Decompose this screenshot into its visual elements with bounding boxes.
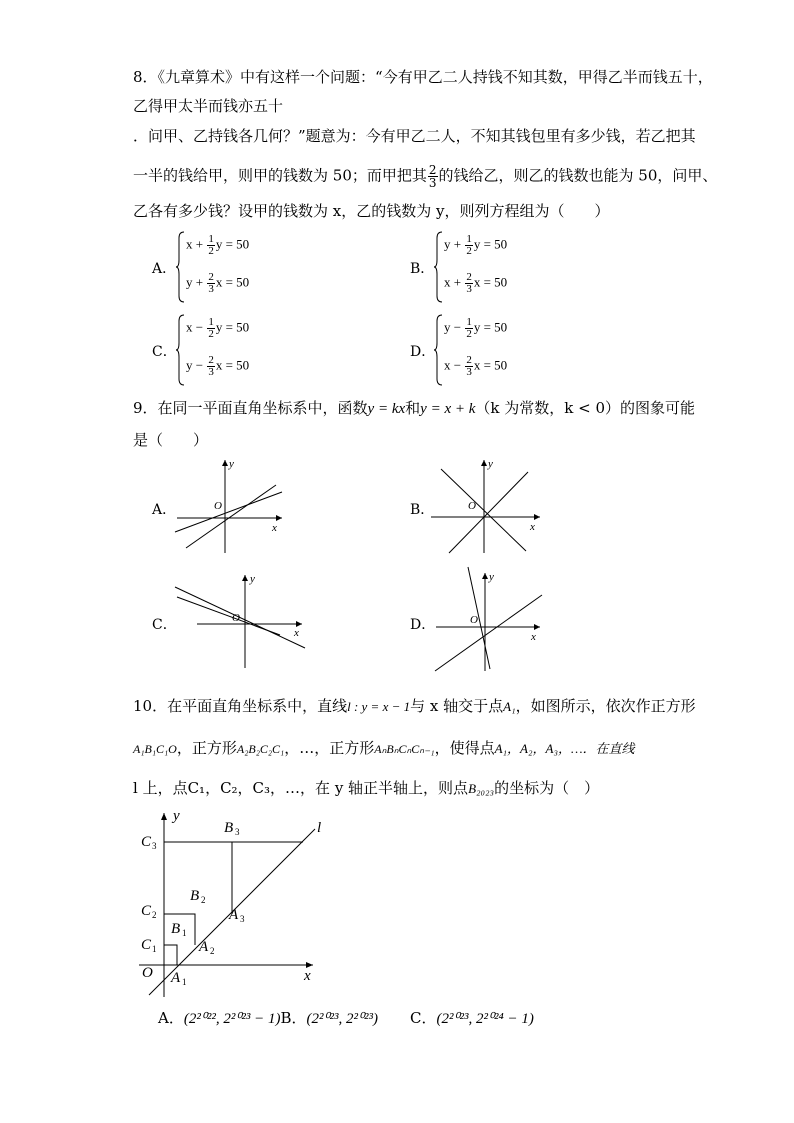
eq2: y − $\frac{2}{3}$ x = 50 — [186, 354, 250, 378]
q8-fraction: $\frac{2}{3}$ — [428, 163, 437, 190]
svg-text:3: 3 — [235, 827, 240, 837]
q8-line3: ．问甲、乙持钱各几何？”题意为：今有甲乙二人，不知其钱包里有多少钱，若乙把其 — [133, 127, 696, 145]
q8-option-b-system — [434, 230, 554, 304]
q10-option-a-value: (2²⁰²², 2²⁰²³ − 1) — [183, 1011, 281, 1027]
q8-option-a-label: A． — [152, 261, 177, 277]
q9-option-a-label: A． — [152, 502, 177, 518]
q8-option-d-label: D． — [410, 344, 436, 360]
q10-line2: A₁B₁C₁O，正方形A₂B₂C₂C₁，…，正方形AₙBₙCₙCₙ₋₁，使得点A₁，A₂，A₃，…．在直线 — [133, 739, 635, 757]
svg-text:B: B — [171, 921, 181, 937]
q9-option-c-label: C． — [152, 617, 177, 633]
svg-text:l: l — [317, 820, 322, 836]
svg-text:1: 1 — [152, 944, 157, 954]
svg-text:A: A — [229, 907, 239, 923]
svg-text:C: C — [141, 937, 152, 953]
q10-option-c-label: C． — [410, 1009, 437, 1027]
q10-options — [158, 1008, 378, 1029]
eq1: y − $\frac{1}{2}$ y = 50 — [444, 316, 508, 340]
q10-option-c — [410, 1008, 534, 1029]
q8-line4 — [133, 164, 717, 189]
svg-text:x: x — [530, 521, 535, 533]
svg-text:x: x — [294, 627, 299, 639]
svg-text:C: C — [141, 903, 152, 919]
eq2: y + $\frac{2}{3}$ x = 50 — [186, 271, 250, 295]
brace-icon — [176, 313, 186, 387]
svg-text:2: 2 — [152, 910, 157, 920]
svg-text:x: x — [304, 968, 311, 984]
svg-text:2: 2 — [210, 946, 215, 956]
svg-text:O: O — [142, 965, 153, 981]
q9-graph-a — [172, 455, 292, 555]
origin-label: O — [214, 500, 222, 512]
svg-text:2: 2 — [201, 895, 206, 905]
q8-option-d-system — [434, 313, 554, 387]
q10-option-b-value: (2²⁰²³, 2²⁰²³) — [306, 1011, 378, 1027]
brace-icon — [176, 230, 186, 304]
q8-line1: 8．《九章算术》中有这样一个问题：“今有甲乙二人持钱不知其数，甲得乙半而钱五十， — [133, 68, 713, 86]
svg-text:y: y — [250, 573, 255, 585]
q10-figure — [135, 805, 330, 1000]
svg-text:y: y — [229, 458, 234, 470]
q9-option-b-label: B． — [410, 502, 435, 518]
svg-text:O: O — [470, 614, 478, 626]
svg-text:y: y — [488, 458, 493, 470]
q9-line2: 是（ ） — [133, 431, 209, 449]
eq1: y + $\frac{1}{2}$ y = 50 — [444, 233, 508, 257]
svg-text:O: O — [468, 500, 476, 512]
svg-text:C: C — [141, 834, 152, 850]
brace-icon — [434, 230, 444, 304]
svg-text:y: y — [489, 571, 494, 583]
eq2: x + $\frac{2}{3}$ x = 50 — [444, 271, 508, 295]
q9-graph-c — [172, 570, 307, 670]
svg-text:B: B — [190, 888, 200, 904]
q9-line1: 9．在同一平面直角坐标系中，函数y = kx和y = x + k（k 为常数，k < 0）的图象可能 — [133, 399, 695, 417]
q10-line3: l 上，点C₁，C₂，C₃，…，在 y 轴正半轴上，则点B₂₀₂₃的坐标为（ ） — [133, 779, 600, 797]
svg-text:3: 3 — [152, 841, 157, 851]
q8-line2: 乙得甲太半而钱亦五十 — [133, 97, 284, 115]
q10-option-a-label: A． — [158, 1009, 184, 1027]
svg-text:x: x — [531, 631, 536, 643]
q8-option-b-label: B． — [410, 261, 435, 277]
eq1: x + $\frac{1}{2}$ y = 50 — [186, 233, 250, 257]
q10-option-b-label: B． — [280, 1009, 307, 1027]
svg-text:x: x — [272, 522, 277, 534]
q10-line1: 10．在平面直角坐标系中，直线l : y = x − 1与 x 轴交于点A₁，如图所示，依次作正方形 — [133, 697, 696, 715]
eq1: x − $\frac{1}{2}$ y = 50 — [186, 316, 250, 340]
q8-line4b: 的钱给乙，则乙的钱数也能为 50，问甲、 — [438, 166, 718, 185]
q8-line4a: 一半的钱给甲，则甲的钱数为 50；而甲把其 — [133, 166, 427, 185]
svg-text:O: O — [232, 612, 240, 624]
svg-text:3: 3 — [240, 914, 245, 924]
q8-line5: 乙各有多少钱？设甲的钱数为 x，乙的钱数为 y，则列方程组为（ ） — [133, 202, 610, 220]
svg-text:A: A — [199, 939, 209, 955]
q9-option-d-label: D． — [410, 617, 436, 633]
q9-graph-d — [430, 565, 550, 673]
q8-option-a-system — [176, 230, 296, 304]
q10-option-c-value: (2²⁰²³, 2²⁰²⁴ − 1) — [436, 1011, 534, 1027]
q8-option-c-label: C． — [152, 344, 177, 360]
svg-text:A: A — [171, 970, 181, 986]
brace-icon — [434, 313, 444, 387]
svg-text:1: 1 — [182, 928, 187, 938]
eq2: x − $\frac{2}{3}$ x = 50 — [444, 354, 508, 378]
svg-text:B: B — [224, 820, 234, 836]
q9-graph-b — [428, 455, 548, 555]
svg-text:1: 1 — [182, 977, 187, 987]
svg-text:y: y — [173, 808, 180, 824]
q8-option-c-system — [176, 313, 296, 387]
